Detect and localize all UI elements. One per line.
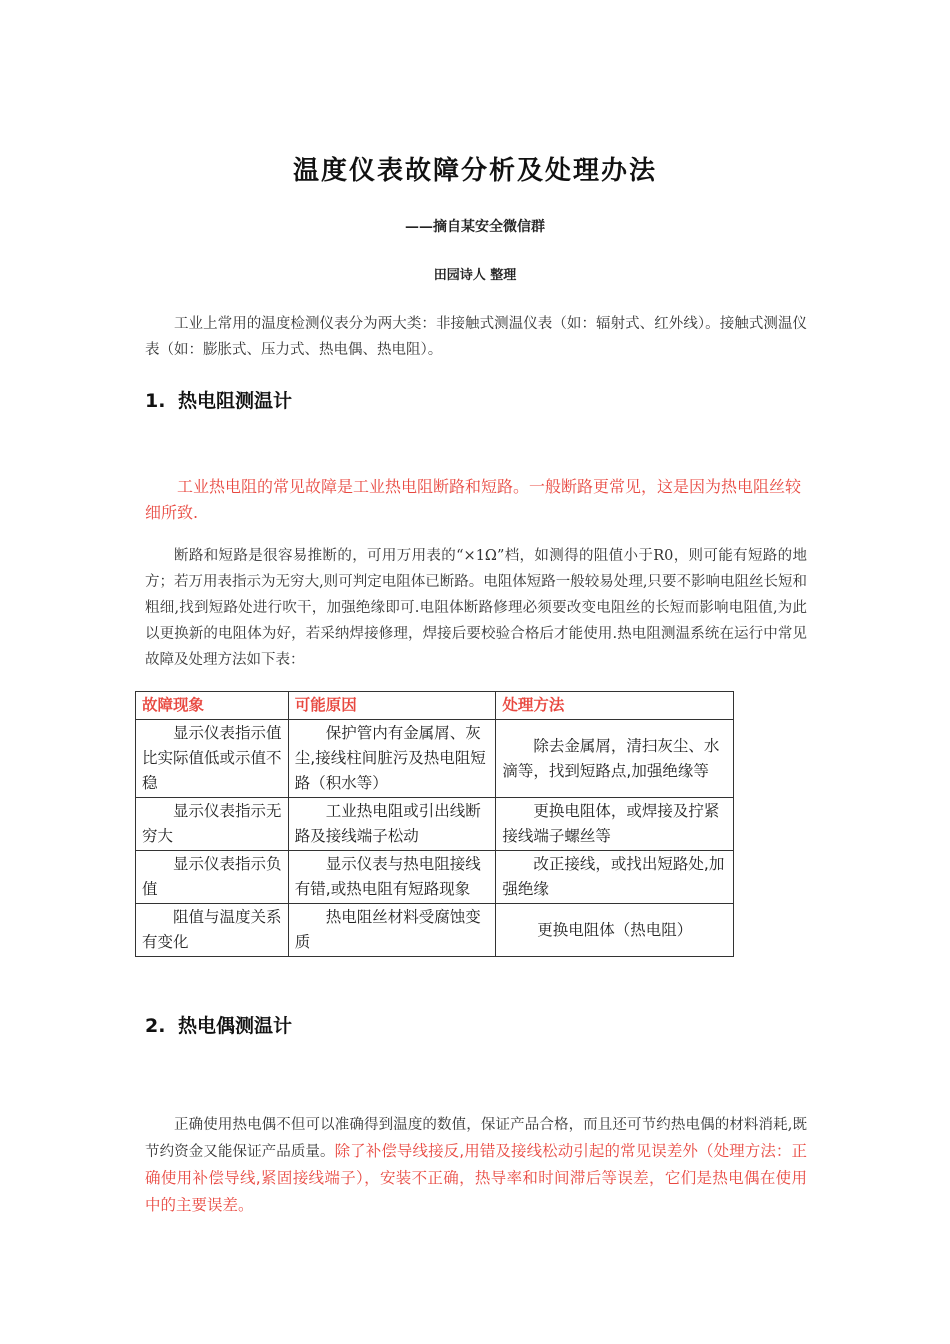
section-1-title: 热电阻测温计 xyxy=(178,390,293,412)
intro-paragraph: 工业上常用的温度检测仪表分为两大类：非接触式测温仪表（如：辐射式、红外线）。接触式测温仪表（如：膨胀式、压力式、热电偶、热电阻）。 xyxy=(145,316,807,358)
table-header-cell: 故障现象 xyxy=(136,692,289,720)
table-cell: 改正接线，或找出短路处,加强绝缘 xyxy=(496,851,734,904)
section-1-number: 1. xyxy=(145,390,166,412)
section-2-number: 2. xyxy=(145,1015,166,1037)
table-cell: 除去金属屑，清扫灰尘、水滴等，找到短路点,加强绝缘等 xyxy=(496,720,734,798)
table-cell: 工业热电阻或引出线断路及接线端子松动 xyxy=(288,798,496,851)
section-1-highlight: 工业热电阻的常见故障是工业热电阻断路和短路。一般断路更常见，这是因为热电阻丝较细所致. xyxy=(145,477,802,522)
table-cell: 显示仪表指示无穷大 xyxy=(136,798,289,851)
section-2-body-highlight: 除了补偿导线接反,用错及接线松动引起的常见误差外（处理方法：正确使用补偿导线,紧固接线端子），安装不正确，热导率和时间滞后等误差，它们是热电偶在使用中的主要误差。 xyxy=(145,1142,807,1214)
table-cell: 热电阻丝材料受腐蚀变质 xyxy=(288,904,496,957)
section-2-body-plain: 正确使用热电偶不但可以准确得到温度的数值，保证产品合格，而且还可节约热电偶的材料消耗,既节约资金又能保证产品质量。 xyxy=(145,1117,807,1160)
table-cell: 显示仪表指示负值 xyxy=(136,851,289,904)
table-header-cell: 处理方法 xyxy=(496,692,734,720)
table-row xyxy=(136,798,734,851)
table-cell: 显示仪表指示值比实际值低或示值不稳 xyxy=(136,720,289,798)
document-title: 温度仪表故障分析及处理办法 xyxy=(292,156,657,186)
section-1-body: 断路和短路是很容易推断的，可用万用表的“×1Ω”档，如测得的阻值小于R0，则可能有短路的地方；若万用表指示为无穷大,则可判定电阻体已断路。电阻体短路一般较易处理,只要不影响电阻丝长短和粗细,找到短路处进行吹干，加强绝缘即可.电阻体断路修理必须要改变电阻丝的长短而影响电阻值,为此以更换新的电阻体为好，若采纳焊接修理，焊接后要校验合格后才能使用.热电阻测温系统在运行中常见故障及处理方法如下表： xyxy=(145,548,807,668)
document-subtitle: ——摘自某安全微信群 xyxy=(405,219,545,235)
table-cell: 阻值与温度关系有变化 xyxy=(136,904,289,957)
table-cell: 保护管内有金属屑、灰尘,接线柱间脏污及热电阻短路（积水等） xyxy=(288,720,496,798)
document-author: 田园诗人 整理 xyxy=(433,268,517,283)
section-2-heading xyxy=(145,1011,292,1038)
table-cell: 显示仪表与热电阻接线有错,或热电阻有短路现象 xyxy=(288,851,496,904)
table-cell: 更换电阻体，或焊接及拧紧接线端子螺丝等 xyxy=(496,798,734,851)
section-1-heading xyxy=(145,386,292,413)
table-cell: 更换电阻体（热电阻） xyxy=(496,904,734,957)
section-2-title: 热电偶测温计 xyxy=(178,1015,293,1037)
table-row xyxy=(136,720,734,798)
section-2-body xyxy=(145,1112,807,1219)
table-row xyxy=(136,851,734,904)
table-row xyxy=(136,904,734,957)
table-header-cell: 可能原因 xyxy=(288,692,496,720)
table-header-row xyxy=(136,692,734,720)
fault-table xyxy=(135,691,734,957)
